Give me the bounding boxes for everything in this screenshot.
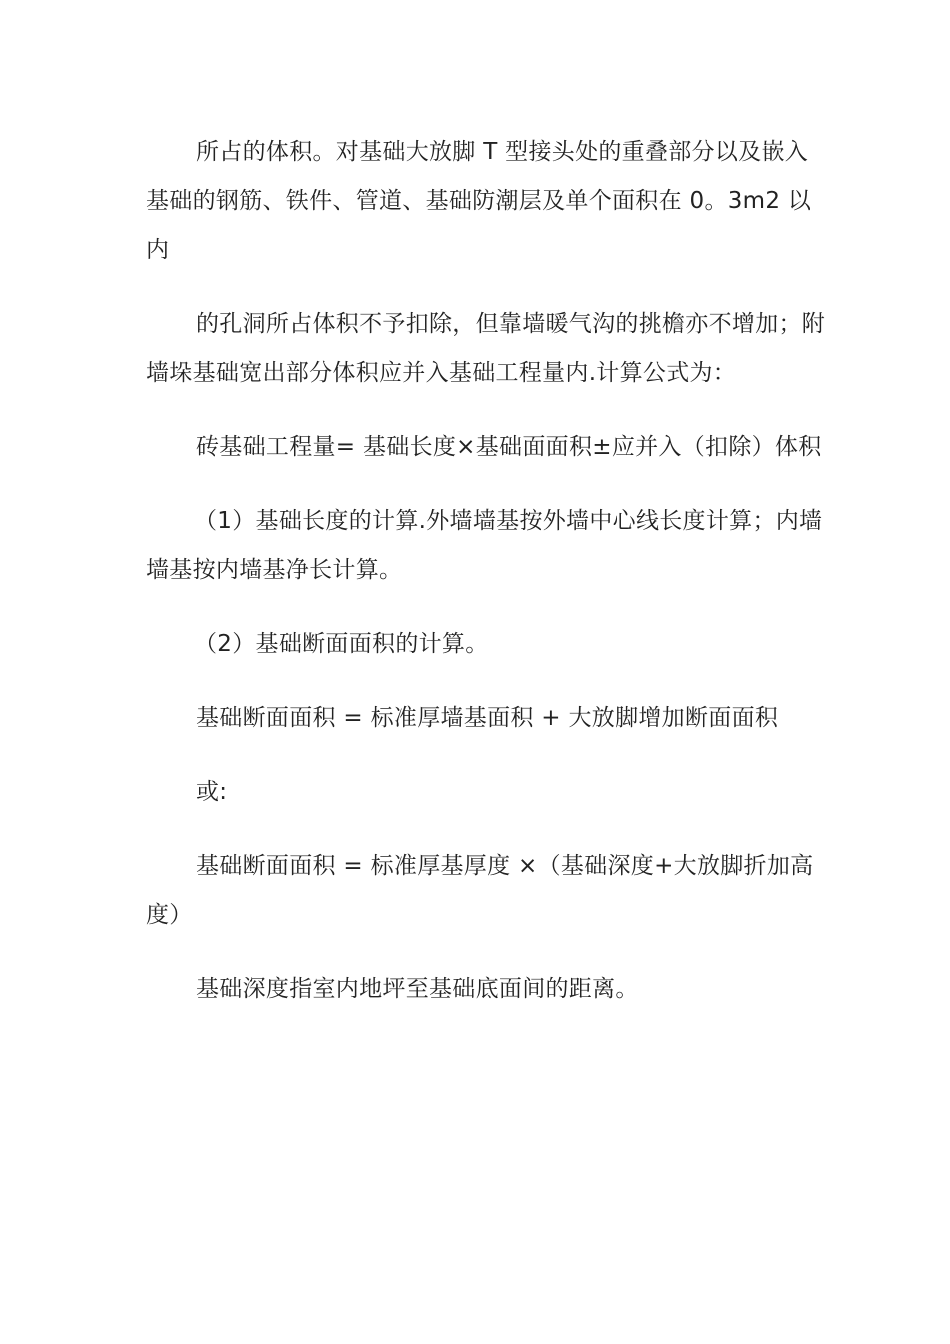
paragraph-or: 或:	[196, 779, 228, 805]
paragraph-section-area-formula-1: 基础断面面积 = 标准厚墙基面积 + 大放脚增加断面面积	[196, 705, 779, 731]
paragraph-section-area-formula-2: 基础断面面积 = 标准厚基厚度 ×（基础深度+大放脚折加高度）	[146, 853, 814, 928]
paragraph-section-area-heading: （2）基础断面面积的计算。	[194, 631, 489, 657]
paragraph-volume-exclusions: 所占的体积。对基础大放脚 T 型接头处的重叠部分以及嵌入基础的钢筋、铁件、管道、基础防潮层及单个面积在 0。3m2 以内	[146, 139, 812, 263]
paragraph-foundation-depth-definition: 基础深度指室内地坪至基础底面间的距离。	[196, 976, 639, 1002]
paragraph-foundation-length: （1）基础长度的计算.外墙墙基按外墙中心线长度计算；内墙墙基按内墙基净长计算。	[146, 508, 823, 583]
paragraph-holes-and-pilasters: 的孔洞所占体积不予扣除，但靠墙暖气沟的挑檐亦不增加；附墙垛基础宽出部分体积应并入基础工程量内.计算公式为：	[146, 311, 826, 386]
paragraph-brick-foundation-formula: 砖基础工程量= 基础长度×基础面面积±应并入（扣除）体积	[196, 434, 822, 460]
document-body	[146, 128, 826, 1039]
